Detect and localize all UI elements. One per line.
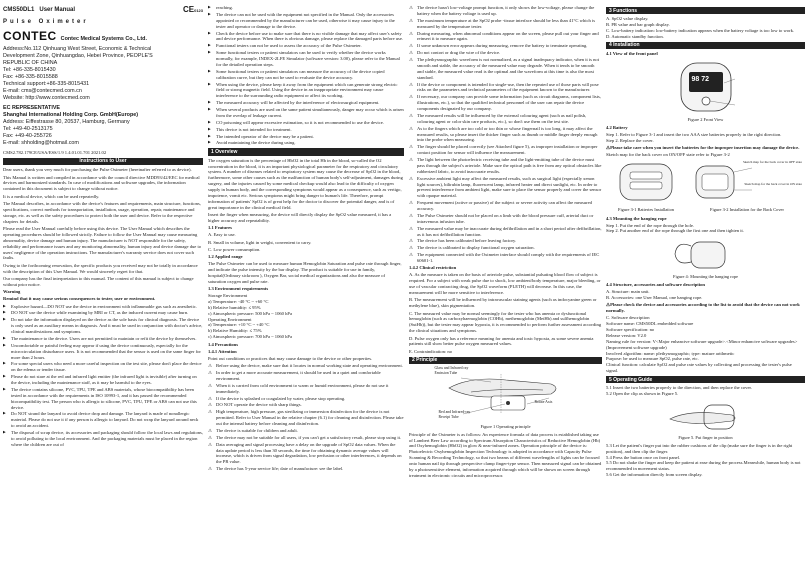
hanging-rope-drawing	[671, 236, 741, 272]
section-overview: 1 Overview	[208, 148, 404, 155]
paragraph: Principle of the Oximeter is as follows: An experience formula of data process is established taking use of Lambert Beer Law according to Spectrum Absorption Characteristics of Reductive Hemoglobin (Hb) and Oxyhemoglobin (HbO2) in glow & near-infrared zones. Operation principle of the device is: Photoelectric Oxyhemoglobin Inspection Technology is adopted in accordance with Capacity Pulse Scanning & Recording Technology, so that two beams of different wavelengths of lights can be focused onto human nail tip through perspective clamp finger-type sensor. Then measured signal can be obtained by a photosensitive element, information acquired through which will be shown on screen through treatment in electronic circuits and microprocessor.	[409, 431, 602, 478]
battery-sub: 4.2 Battery	[606, 124, 628, 130]
product-subtitle: Pulse Oximeter	[3, 18, 89, 25]
label-rotate-axis: Rotate Axis	[534, 400, 553, 405]
document-code: CMS2.782.179CE/USA/ESS/1.9 1.4.01.01.701 2021.02	[3, 149, 107, 155]
op-step: 5.2 Open the clip as shown in Figure 5.	[606, 391, 679, 397]
list-item: ▶ When several products are used on the same patient simultaneously, danger may occur which is arisen from the overlap of leakage current.	[208, 107, 404, 119]
ec-rep-line: Tel: +49-40-2513175	[3, 125, 53, 132]
column-3	[409, 5, 602, 583]
battery-figures	[606, 160, 805, 215]
list-item: ⚠ The device hasn't low-voltage prompt function, it only shows the low-voltage, please change the battery when the battery voltage is used up.	[409, 5, 602, 17]
list-item: ▶ Uncomfortable or painful feeling may appear if using the device continuously, especially for the microcirculation disturbance users. It is not recommended that the sensor is used on the same finger for more than 2 hours.	[3, 343, 203, 361]
env-item: b) Relative Humidity: ≤ 75%	[208, 328, 262, 334]
warning-icon: ⚠	[606, 144, 611, 150]
env-item: b) Relative humidity: ≤ 95%	[208, 304, 261, 310]
ce-mark: CE0123	[182, 5, 203, 14]
env-item: c) Atmospheric pressure: 700 hPa ~ 1060 hPa	[208, 334, 293, 340]
software-item: C. Software description	[606, 315, 650, 321]
caution-list	[208, 5, 404, 146]
op-step: 5.6 Get the information directly from screen display.	[606, 472, 703, 478]
warning-icon: ⚠	[606, 302, 611, 308]
view-sub: 4.1 View of the front panel	[606, 51, 658, 57]
list-item: ⚠ Excessive ambient light may affect the measured results, such as surgical light (especially xenon light sources), bilirubin lamp, fluorescent lamp, infrared heater and direct sunlight, etc. In order to prevent interference from ambient light, make sure to place the sensor properly and cover the sensor with opaque material.	[409, 176, 602, 200]
contec-logo: CONTEC	[3, 29, 57, 44]
column-2	[208, 5, 404, 583]
list-item: ⚠ In order to get a more accurate measurement, it should be used in a quiet and comfortable environment.	[208, 370, 404, 382]
paragraph: Dear users, thank you very much for purchasing the Pulse Oximeter (hereinafter referred to as device).	[3, 167, 192, 173]
feature-item: B. Small in volume, light in weight, convenient to carry.	[208, 239, 312, 245]
ec-rep-line: E-mail: shholding@hotmail.com	[3, 139, 79, 146]
list-item: ▶ The device can not be used with the equipment not specified in the Manual. Only the accessories appointed or recommended by the manufacturer can be used, otherwise it may cause injury to the tester and operator or damage to the device.	[208, 12, 404, 30]
list-item: ⚠ During measuring, when abnormal conditions appear on the screen, please pull out your finger and reinsert it to measure again.	[409, 31, 602, 43]
precautions-title: 1.4 Precautions	[208, 341, 239, 347]
figure-caption: Figure 2 Front View	[687, 117, 724, 123]
paragraph: It is a medical device, which can be used repeatedly.	[3, 193, 100, 199]
finger-position-drawing	[666, 399, 746, 433]
env-item: c) Atmospheric pressure: 500 hPa ~ 1060 hPa	[208, 310, 293, 316]
list-item: ▶ Some functional testers or patient simulators can be used to verify whether the device works normally, for example, INDEX-2LFE Simulator (software version: 3.00), please refer to the Manual for the detailed operation steps.	[208, 50, 404, 68]
structure-item: A. Structure: main unit.	[606, 288, 650, 294]
list-item: ▶ The maintenance to the device. Users are not permitted to maintain or refit the device by themselves.	[3, 336, 203, 342]
list-item: ⚠ The Pulse Oximeter should not be placed on a limb with the blood pressure cuff, arterial duct or intravenous infusion tube.	[409, 213, 602, 225]
list-item: ▶ Do NOT strand the lanyard to avoid device drop and damage. The lanyard is made of nonallergic material. Please do not use it if any person is allergic to lanyard. Do not wrap the lanyard around neck to avoid an accident.	[3, 411, 203, 429]
op-step: 5.4 Press the button once on front panel.	[606, 454, 681, 460]
list-item: ▶ The measured accuracy will be affected by the interference of electrosurgical equipment.	[208, 100, 404, 106]
list-item: ▶ For some special users who need a more careful inspection on the test site, please don't place the device on the edema or tender tissue.	[3, 361, 203, 373]
feature-item: C. Low power consumption.	[208, 246, 261, 252]
list-item: ⚠ As to the fingers which are too cold or too thin or whose fingernail is too long, it may affect the measured results, so please insert the thicker finger such as thumb or middle finger deeply enough into the probe when measuring.	[409, 126, 602, 144]
list-item: ⚠ High temperature, high pressure, gas sterilizing or immersion disinfection for the device is not permitted. Refer to User Manual in the relative chapter (6.1) for cleaning and disinfection. Please take out the internal battery before cleaning and disinfection.	[208, 409, 404, 427]
section-functions: 3 Functions	[606, 7, 805, 14]
address-line: Fax: +86-335-8015588	[3, 73, 58, 80]
feature-item: A. Easy to use.	[208, 232, 236, 238]
paragraph: The Manual describes, in accordance with the device's features and requirements, main structure, functions, specifications, correct methods for transportation, installation, usage, operation, repair, maintenance and storage, etc. as well as the safety procedures to protect both the user and device. Refer to the respective chapters for details.	[3, 201, 201, 224]
list-item: ▶ The disposal of scrap device, its accessories and packaging should follow the local laws and regulations, to avoid polluting to the local environment. And the packaging materials must be placed in the region where the children are out of	[3, 430, 203, 448]
column-1	[3, 5, 203, 583]
op-step: 5.1 Insert the two batteries properly to the direction, and then replace the cover.	[606, 385, 752, 391]
rope-sub: 4.3 Mounting the hanging rope	[606, 215, 667, 221]
software-item: Involved algorithm: name: plethysmographic; type: mature arithmetic	[606, 350, 735, 356]
figure-caption: Figure 3-1 Batteries Installation	[618, 206, 674, 212]
list-item: ⚠ The plethysmographic waveform is not normalized, as a signal inadequacy indicator, when it is not smooth and stable, the accuracy of the measured value may degrade. When it tends to be smooth and stable, the measured value read is the optimal and the waveform at this time is also the most standard.	[409, 57, 602, 81]
address-line: E-mail: cms@contecmed.com.cn	[3, 87, 82, 94]
label-receipt-tube: Red and Infrared-ray Receipt Tube	[438, 410, 471, 419]
paragraph: The Pulse Oximeter can be used to measure human Hemoglobin Saturation and pulse rate through finger, and indicate the pulse intensity by the bar display. The product is suitable for use in family, hospital(Ordinary sickroom ), Oxygen Bar, social medical organizations and also the measure of saturation oxygen and pulse rate.	[208, 261, 402, 284]
figure-back-cover	[692, 160, 802, 215]
paragraph: Point out conditions or practices that may cause damage to the device or other properties.	[208, 355, 373, 361]
list-item: ⚠ The device is calibrated to display functional oxygen saturation.	[409, 245, 602, 251]
attention-list-cont	[409, 5, 602, 264]
env-item: Storage Environment	[208, 293, 248, 299]
paragraph: Please read the User Manual carefully before using this device. The User Manual which describes the operating procedures should be followed strictly. Failure to follow the User Manual may cause measuring abnormality, device damage and human injury. The manufacturer is NOT responsible for the safety, reliability and performance issues and any monitoring abnormality, human injury and device damage due to users' negligence of the operation instructions. The manufacturer's warranty service does not cover such faults.	[3, 226, 202, 261]
list-item: ▶ reaching.	[208, 5, 404, 11]
paragraph: This Manual is written and compiled in accordance with the council directive MDD93/42/EEC for medical devices and harmonized standards. In case of modifications and software upgrades, the information contained in this document is subject to change without notice.	[3, 174, 200, 192]
rope-step: Step 1. Put the end of the rope through the hole.	[606, 222, 695, 228]
model-manual: CMS50DL1 User Manual	[3, 6, 76, 13]
attention-list	[208, 363, 404, 472]
list-item: ▶ Explosive hazard—DO NOT use the device in environment with inflammable gas such as anesthetic.	[3, 304, 203, 310]
software-item: Software name: CMS50DL embedded software	[606, 321, 694, 327]
accessories-sub: 4.4 Structure, accessories and software description	[606, 281, 705, 287]
address-line: Website: http://www.contecmed.com	[3, 94, 90, 101]
address-line: REPUBLIC OF CHINA	[3, 59, 58, 66]
address-block	[3, 46, 203, 147]
clinical-title: 1.4.2 Clinical restriction	[409, 265, 457, 271]
software-item: Purpose: be used to measure SpO2, pulse rate, etc.	[606, 356, 699, 362]
address-line: Tel: +86-335-8015430	[3, 66, 56, 73]
function-item: B. PR value and bar graph display.	[606, 22, 670, 28]
battery-step: Step 2. Replace the cover.	[606, 137, 654, 143]
list-item: ⚠ DO NOT operate the device with sharp things.	[208, 402, 404, 408]
paragraph: Insert the finger when measuring, the device will directly display the SpO2 value measured, it has a higher accuracy and repeatability.	[208, 212, 392, 223]
list-item: ⚠ The finger should be placed correctly (see Attached figure 5), as improper installation or improper contact position for sensor will influence the measurement.	[409, 144, 602, 156]
list-item: ⚠ The measured results will be influenced by the external colouring agent (such as nail polish, colouring agent or color skin care products, etc.), so don't use them on the test site.	[409, 113, 602, 125]
list-item: ▶ Functional testers can not be used to assess the accuracy of the Pulse Oximeter.	[208, 43, 404, 49]
address-line: Address:No.112 Qinhuang West Street, Economic & Technical	[3, 45, 152, 52]
list-item: ⚠ When it is carried from cold environment to warm or humid environment, please do not use it immediately.	[208, 383, 404, 395]
paragraph: D. Pulse oxygen only has a reference meaning for anemia and toxic hypoxia, as some severe anemia patients still show better pulse oxygen measured values.	[409, 335, 594, 347]
brand	[3, 29, 203, 44]
list-item: ▶ This device is not intended for treatment.	[208, 127, 404, 133]
paragraph: Owing to the forthcoming renovation, the specific products you received may not be totally in accordance with the description of this User Manual. We would sincerely regret for that.	[3, 262, 198, 274]
list-item: ⚠ Data averaging and signal processing have a delay on the upgrade of SpO2 data values. When the data update period is less than 30 seconds, the time for obtaining dynamic average values will increase, which is driven from signal degradation, low perfusion or other interferences, it depends on the PR value.	[208, 442, 404, 466]
ec-rep-line: Fax: +49-40-255726	[3, 132, 52, 139]
op-step: 5.5 Do not shake the finger and keep the patient at ease during the process.Meanwhile, human body is not recommended in movement status.	[606, 460, 801, 472]
list-item: ⚠ The device is suitable for children and adult.	[208, 428, 404, 434]
ec-rep-title: EC REPRESENTATIVE	[3, 104, 61, 111]
check-warning: ⚠Please check the device and accessories according to the list to avoid that the device can not work normally.	[606, 302, 800, 313]
figure-battery-install	[606, 160, 686, 215]
paragraph: The oxygen saturation is the percentage of HbO2 in the total Hb in the blood, so-called the O2 concentration in the blood, it is an important physiological parameter for the respiratory and circulatory system. A number of diseases related to respiratory system may cause the decrease of SpO2 in the blood, furthermore, some other causes such as the malfunction of human body's self-adjustment, damages during surgery, and the injuries caused by some medical checkup would also lead to the difficulty of oxygen supply in human body, and the corresponding symptoms would appear as a consequence, such as vertigo, impotence, vomit etc. Serious symptoms might bring danger to human's life. Therefore, prompt information of patients' SpO2 is of great help for the doctor to discover the potential danger, and is of great importance in the clinical medical field.	[208, 157, 403, 210]
warning-list	[3, 304, 203, 448]
list-item: ▶ The intended operator of the device may be a patient.	[208, 134, 404, 140]
screen-readout: 98 72	[691, 76, 710, 84]
back-cover-on-note: Sketch map for the back cover in ON state	[744, 181, 802, 186]
list-item: ▶ Some functional testers or patient simulators can measure the accuracy of the device copied calibration curve, but they can not be used to evaluate the device accuracy.	[208, 69, 404, 81]
paragraph: E. Contraindication: no	[409, 348, 452, 354]
list-item: ⚠ Frequent movement (active or passive) of the subject or severe activity can affect the measured accuracy.	[409, 200, 602, 212]
ec-rep-line: Address: Eiffestrasse 80, 20537, Hamburg, Germany	[3, 118, 130, 125]
figure-finger-position	[666, 399, 746, 433]
list-item: ⚠ The device may not be suitable for all users, if you can't get a satisfactory result, please stop using it.	[208, 435, 404, 441]
paragraph: C. The measured value may be normal seemingly for the tester who has anemia or dysfunctional hemoglobin (such as carboxyhaemoglobin (COHb), methemoglobin (MetHb) and sulfhemoglobin (SutHb)), but the tester may appear hypoxia, it is recommended to perform further assessment according the clinical situations and symptoms.	[409, 310, 602, 334]
section-instructions: Instructions to User	[3, 158, 203, 165]
software-item: Naming rule for version: V<Major enhancive software upgrade>.<Minor enhancive software upgrades>(Improvement software upgrade)	[606, 338, 798, 350]
list-item: ⚠ The measured value may be inaccurate during defibrillation and in a short period after defibrillation, as it has not defibrillation function.	[409, 226, 602, 238]
function-item: C. Low-battery indication: low-battery indication appears when the battery voltage is too low to work.	[606, 28, 795, 34]
battery-ref: Sketch map for the back cover on ON/OFF state refer to Figure 3-2	[606, 152, 730, 158]
list-item: ⚠ The maximum temperature at the SpO2 probe -tissue interface should be less than 41°C which is measured by the temperature tester.	[409, 18, 602, 30]
battery-step: Step 1. Refer to Figure 3-1 and insert the two AAA size batteries properly in the right direction.	[606, 131, 782, 137]
function-item: D. Automatic standby function.	[606, 34, 664, 40]
figure-caption: Figure 5. Put finger in position	[678, 435, 733, 441]
warning-line: Remind that it may cause serious consequences to tester, user or environment.	[3, 296, 156, 302]
software-item: Release version: V2.0	[606, 332, 647, 338]
figure-caption: Figure 4: Mounting the hanging rope	[673, 274, 738, 280]
precautions-sub: 1.4.1 Attention	[208, 348, 237, 354]
list-item: ⚠ The device has 5-year service life; date of manufacture: see the label.	[208, 466, 404, 472]
list-item: ▶ Avoid maintaining the device during using.	[208, 140, 404, 146]
address-line: Development Zone, Qinhuangdao, Hebei Province, PEOPLE'S	[3, 52, 153, 59]
list-item: ▶ Check the device before use to make sure that there is no visible damage that may affect user's safety and device performance. When there is obvious damage, please replace the damaged parts before use.	[208, 31, 404, 43]
label-emission-tube: Glass and Infrared ray Emission Tube	[434, 366, 469, 375]
list-item: ▶ When using the device, please keep it away from the equipment which can generate strong electric field or strong magnetic field. Using the device in an inappropriate environment may cause interference to the surrounding radio equipment or affect its working.	[208, 82, 404, 100]
list-item: ▶ Do not take the information displayed on the device as the sole basis for clinical diagnosis. The device is only used as an auxiliary means in diagnosis. And it must be used in conjunction with doctor's advice, clinical manifestations and symptoms.	[3, 317, 203, 335]
figure-front-view	[675, 59, 737, 115]
op-step: 5.3 Let the patient's finger put into the rubber cushions of the clip (make sure the finger is in the right position), and then clip the finger.	[606, 442, 793, 454]
structure-item: B. Accessories: one User Manual, one hanging rope.	[606, 294, 703, 300]
list-item: ⚠ The equipment connected with the Oximeter interface should comply with the requirements of IEC 60601-1.	[409, 252, 602, 264]
env-item: a) Temperature: +10 °C ~ +40 °C	[208, 322, 270, 328]
software-item: Software specification: no	[606, 327, 655, 333]
figure-caption: Figure 3-2 Installation for the Back Cover	[710, 206, 784, 212]
section-principle: 2 Principle	[409, 357, 602, 364]
ec-rep-line: Shanghai International Holding Corp. GmbH(Europe)	[3, 111, 139, 118]
env-item: a) Temperature: -40 °C ~ +60 °C	[208, 298, 269, 304]
list-item: ⚠ If the device is splashed or coagulated by water, please stop operating.	[208, 396, 404, 402]
list-item: ⚠ If some unknown error appears during measuring, remove the battery to terminate operating.	[409, 43, 602, 49]
battery-warning: ⚠Please take care when you insert the batteries for the improper insertion may damage the device.	[606, 144, 800, 150]
paragraph: B. The measurement will be influenced by intravascular staining agents (such as indocyanine green or methylene blue), skin pigmentation.	[409, 297, 597, 309]
list-item: ⚠ The device has been calibrated before leaving factory.	[409, 238, 602, 244]
env-item: Operating Environment	[208, 316, 252, 322]
company-name: Contec Medical Systems Co., Ltd.	[60, 36, 147, 43]
software-item: Clinical function: calculate SpO2 and pulse rate values by collecting and processing the tester's pulse signal.	[606, 362, 792, 374]
paragraph: Our company has the final interpretation to this manual. The content of this manual is subject to change without prior notice.	[3, 276, 194, 287]
list-item: ⚠ If the device or component is intended for single-use, then the repeated use of those parts will pose risks on the parameters and technical parameters of the equipment known to the manufacturer.	[409, 82, 602, 94]
features-title: 1.1 Features	[208, 225, 232, 231]
address-line: Technical support:+86-335-8015431	[3, 80, 90, 87]
oximeter-front-drawing	[675, 59, 737, 115]
list-item: ⚠ The light between the photoelectric receiving tube and the light-emitting tube of the device must pass through the subject's arteriole. Make sure the optical path is free from any optical obstacles like rubberized fabric, to avoid inaccurate results.	[409, 157, 602, 175]
rope-step: Step 2. Put another end of the rope through the first one and then tighten it.	[606, 228, 744, 234]
back-cover-off-note: Sketch map for the back cover in OFF state	[743, 159, 802, 164]
column-4	[606, 5, 805, 583]
list-item: ▶ Please do not stare at the red and infrared light emitter (the infrared light is invisible) after turning on the device, including the maintenance staff, as it may be harmful to the eyes.	[3, 374, 203, 386]
figure-hanging-rope	[671, 236, 741, 272]
env-title: 1.3 Environment requirements	[208, 286, 269, 292]
list-item: ⚠ If necessary, our company can provide some information (such as circuit diagrams, component lists, illustrations, etc.), so that the qualified technical personnel of the user can repair the device components designated by our company.	[409, 94, 602, 112]
figure-caption: Figure 1 Operating principle	[480, 424, 531, 430]
section-operating: 5 Operating Guide	[606, 376, 805, 383]
figure-principle	[431, 366, 581, 422]
list-item: ⚠ Before using the device, make sure that it locates in normal working state and operating environment.	[208, 363, 404, 369]
list-item: ⚠ Do not contort or drag the wire of the device.	[409, 50, 602, 56]
list-item: ▶ The device contains silicone, PVC, TPU, TPE and ABS materials, whose biocompatibility has been tested in accordance with the requirements in ISO 10993-1, and it has passed the recommended biocompatibility test. The person who is allergic to silicone, PVC, TPU, TPE or ABS can not use this device.	[3, 387, 203, 411]
list-item: ▶ DO NOT use the device while examining by MRI or CT, as the induced current may cause burn.	[3, 310, 203, 316]
battery-install-drawing	[606, 160, 686, 204]
paragraph: A. As the measure is taken on the basis of arteriole pulse, substantial pulsating blood flow of subject is required. For a subject with weak pulse due to shock, low ambient/body temperature, major bleeding, or use of vascular contracting drug, the SpO2 waveform (PLETH) will decrease. In this case, the measurement will be more sensitive to interference.	[409, 272, 601, 295]
function-item: A. SpO2 value display.	[606, 16, 649, 22]
header-row	[3, 5, 203, 16]
warning-title: Warning	[3, 289, 21, 295]
list-item: ▶ CO poisoning will appear excessive estimation, so it is not recommended to use the device.	[208, 120, 404, 126]
scope-title: 1.2 Applied range	[208, 254, 243, 260]
section-installation: 4 Installation	[606, 42, 805, 49]
